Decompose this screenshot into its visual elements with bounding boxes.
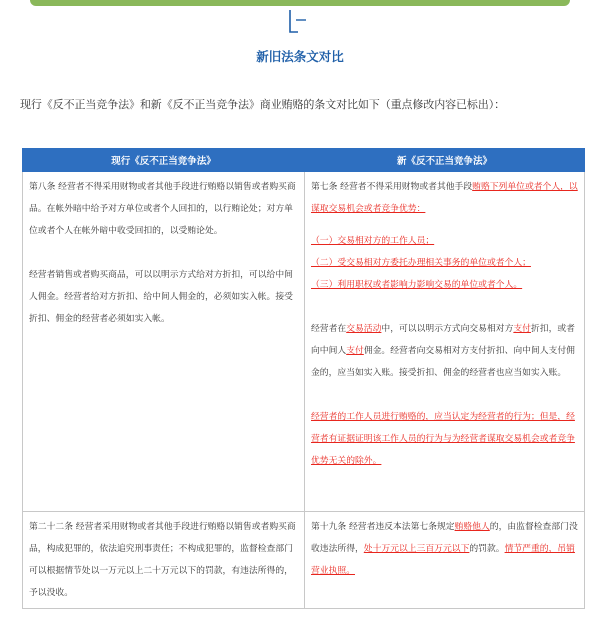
highlight-run: 交易活动 bbox=[346, 324, 382, 334]
top-decorative-bar bbox=[30, 0, 570, 6]
highlight-run: 贿赂他人 bbox=[454, 522, 490, 532]
old-law-cell bbox=[23, 172, 305, 512]
new-article-7-p4: 经营者的工作人员进行贿赂的，应当认定为经营者的行为；但是，经营者有证据证明该工作人员的行为与为经营者谋取交易机会或者竞争优势无关的除外。 bbox=[311, 412, 575, 466]
text-run: 第十九条 经营者违反本法第七条规定 bbox=[311, 522, 455, 532]
text-run: 中，可以以明示方式向交易相对方 bbox=[381, 324, 514, 334]
new-article-7-p1-highlight: 贿赂下列单位或者个人，以谋取交易机会或者竞争优势： bbox=[311, 182, 578, 214]
new-article-7-p1-plain: 第七条 经营者不得采用财物或者其他手段 bbox=[311, 182, 473, 192]
highlight-run: 处十万元以上三百万元以下 bbox=[363, 544, 470, 554]
text-run: 的，由监督检查部门没收违法所得， bbox=[311, 522, 578, 554]
law-comparison-table bbox=[22, 148, 585, 609]
section-title: 新旧法条文对比 bbox=[256, 49, 344, 64]
section-bracket-icon bbox=[288, 8, 312, 34]
paragraph-gap bbox=[311, 296, 579, 318]
paragraph-gap bbox=[29, 242, 299, 264]
header-old-law: 现行《反不正当竞争法》 bbox=[23, 149, 305, 172]
old-article-8-p2: 经营者销售或者购买商品，可以以明示方式给对方折扣，可以给中间人佣金。经营者给对方折扣、给中间人佣金的，必须如实入帐。接受折扣、佣金的经营者必须如实入帐。 bbox=[29, 270, 293, 324]
highlight-run: 情节严重的，吊销营业执照。 bbox=[311, 544, 575, 576]
text-run: 佣金。经营者向交易相对方支付折扣、向中间人支付佣金的，应当如实入账。接受折扣、佣金的经营者也应当如实入账。 bbox=[311, 346, 575, 378]
text-run: 折扣，或者向中间人 bbox=[311, 324, 575, 356]
new-law-cell bbox=[305, 172, 585, 512]
intro-paragraph: 现行《反不正当竞争法》和新《反不正当竞争法》商业贿赂的条文对比如下（重点修改内容已标出）： bbox=[20, 98, 505, 111]
old-article-22-p1: 第二十二条 经营者采用财物或者其他手段进行贿赂以销售或者购买商品，构成犯罪的，依法追究刑事责任；不构成犯罪的，监督检查部门可以根据情节处以一万元以上二十万元以下的罚款，有违法所得的，予以没收。 bbox=[29, 522, 296, 598]
new-article-19-p1 bbox=[311, 516, 579, 582]
new-article-7-item1: （一）交易相对方的工作人员； bbox=[311, 236, 435, 246]
new-article-7-item2: （二）受交易相对方委托办理相关事务的单位或者个人； bbox=[311, 258, 531, 268]
table-header-row bbox=[23, 149, 585, 172]
old-article-8-p1: 第八条 经营者不得采用财物或者其他手段进行贿赂以销售或者购买商品。在帐外暗中给予对方单位或者个人回扣的，以行贿论处；对方单位或者个人在帐外暗中收受回扣的，以受贿论处。 bbox=[29, 182, 296, 236]
old-law-cell bbox=[23, 512, 305, 609]
highlight-run: 支付 bbox=[346, 346, 364, 356]
paragraph-gap bbox=[311, 220, 579, 230]
new-law-cell bbox=[305, 512, 585, 609]
new-article-7-p1 bbox=[311, 176, 579, 220]
table-row bbox=[23, 172, 585, 512]
new-article-7-item3: （三）利用职权或者影响力影响交易的单位或者个人。 bbox=[311, 280, 523, 290]
text-run: 的罚款。 bbox=[469, 544, 505, 554]
highlight-run: 支付 bbox=[513, 324, 531, 334]
paragraph-gap bbox=[311, 384, 579, 406]
table-row bbox=[23, 512, 585, 609]
text-run: 经营者在 bbox=[311, 324, 347, 334]
new-article-7-p3 bbox=[311, 318, 579, 384]
header-new-law: 新《反不正当竞争法》 bbox=[305, 149, 585, 172]
